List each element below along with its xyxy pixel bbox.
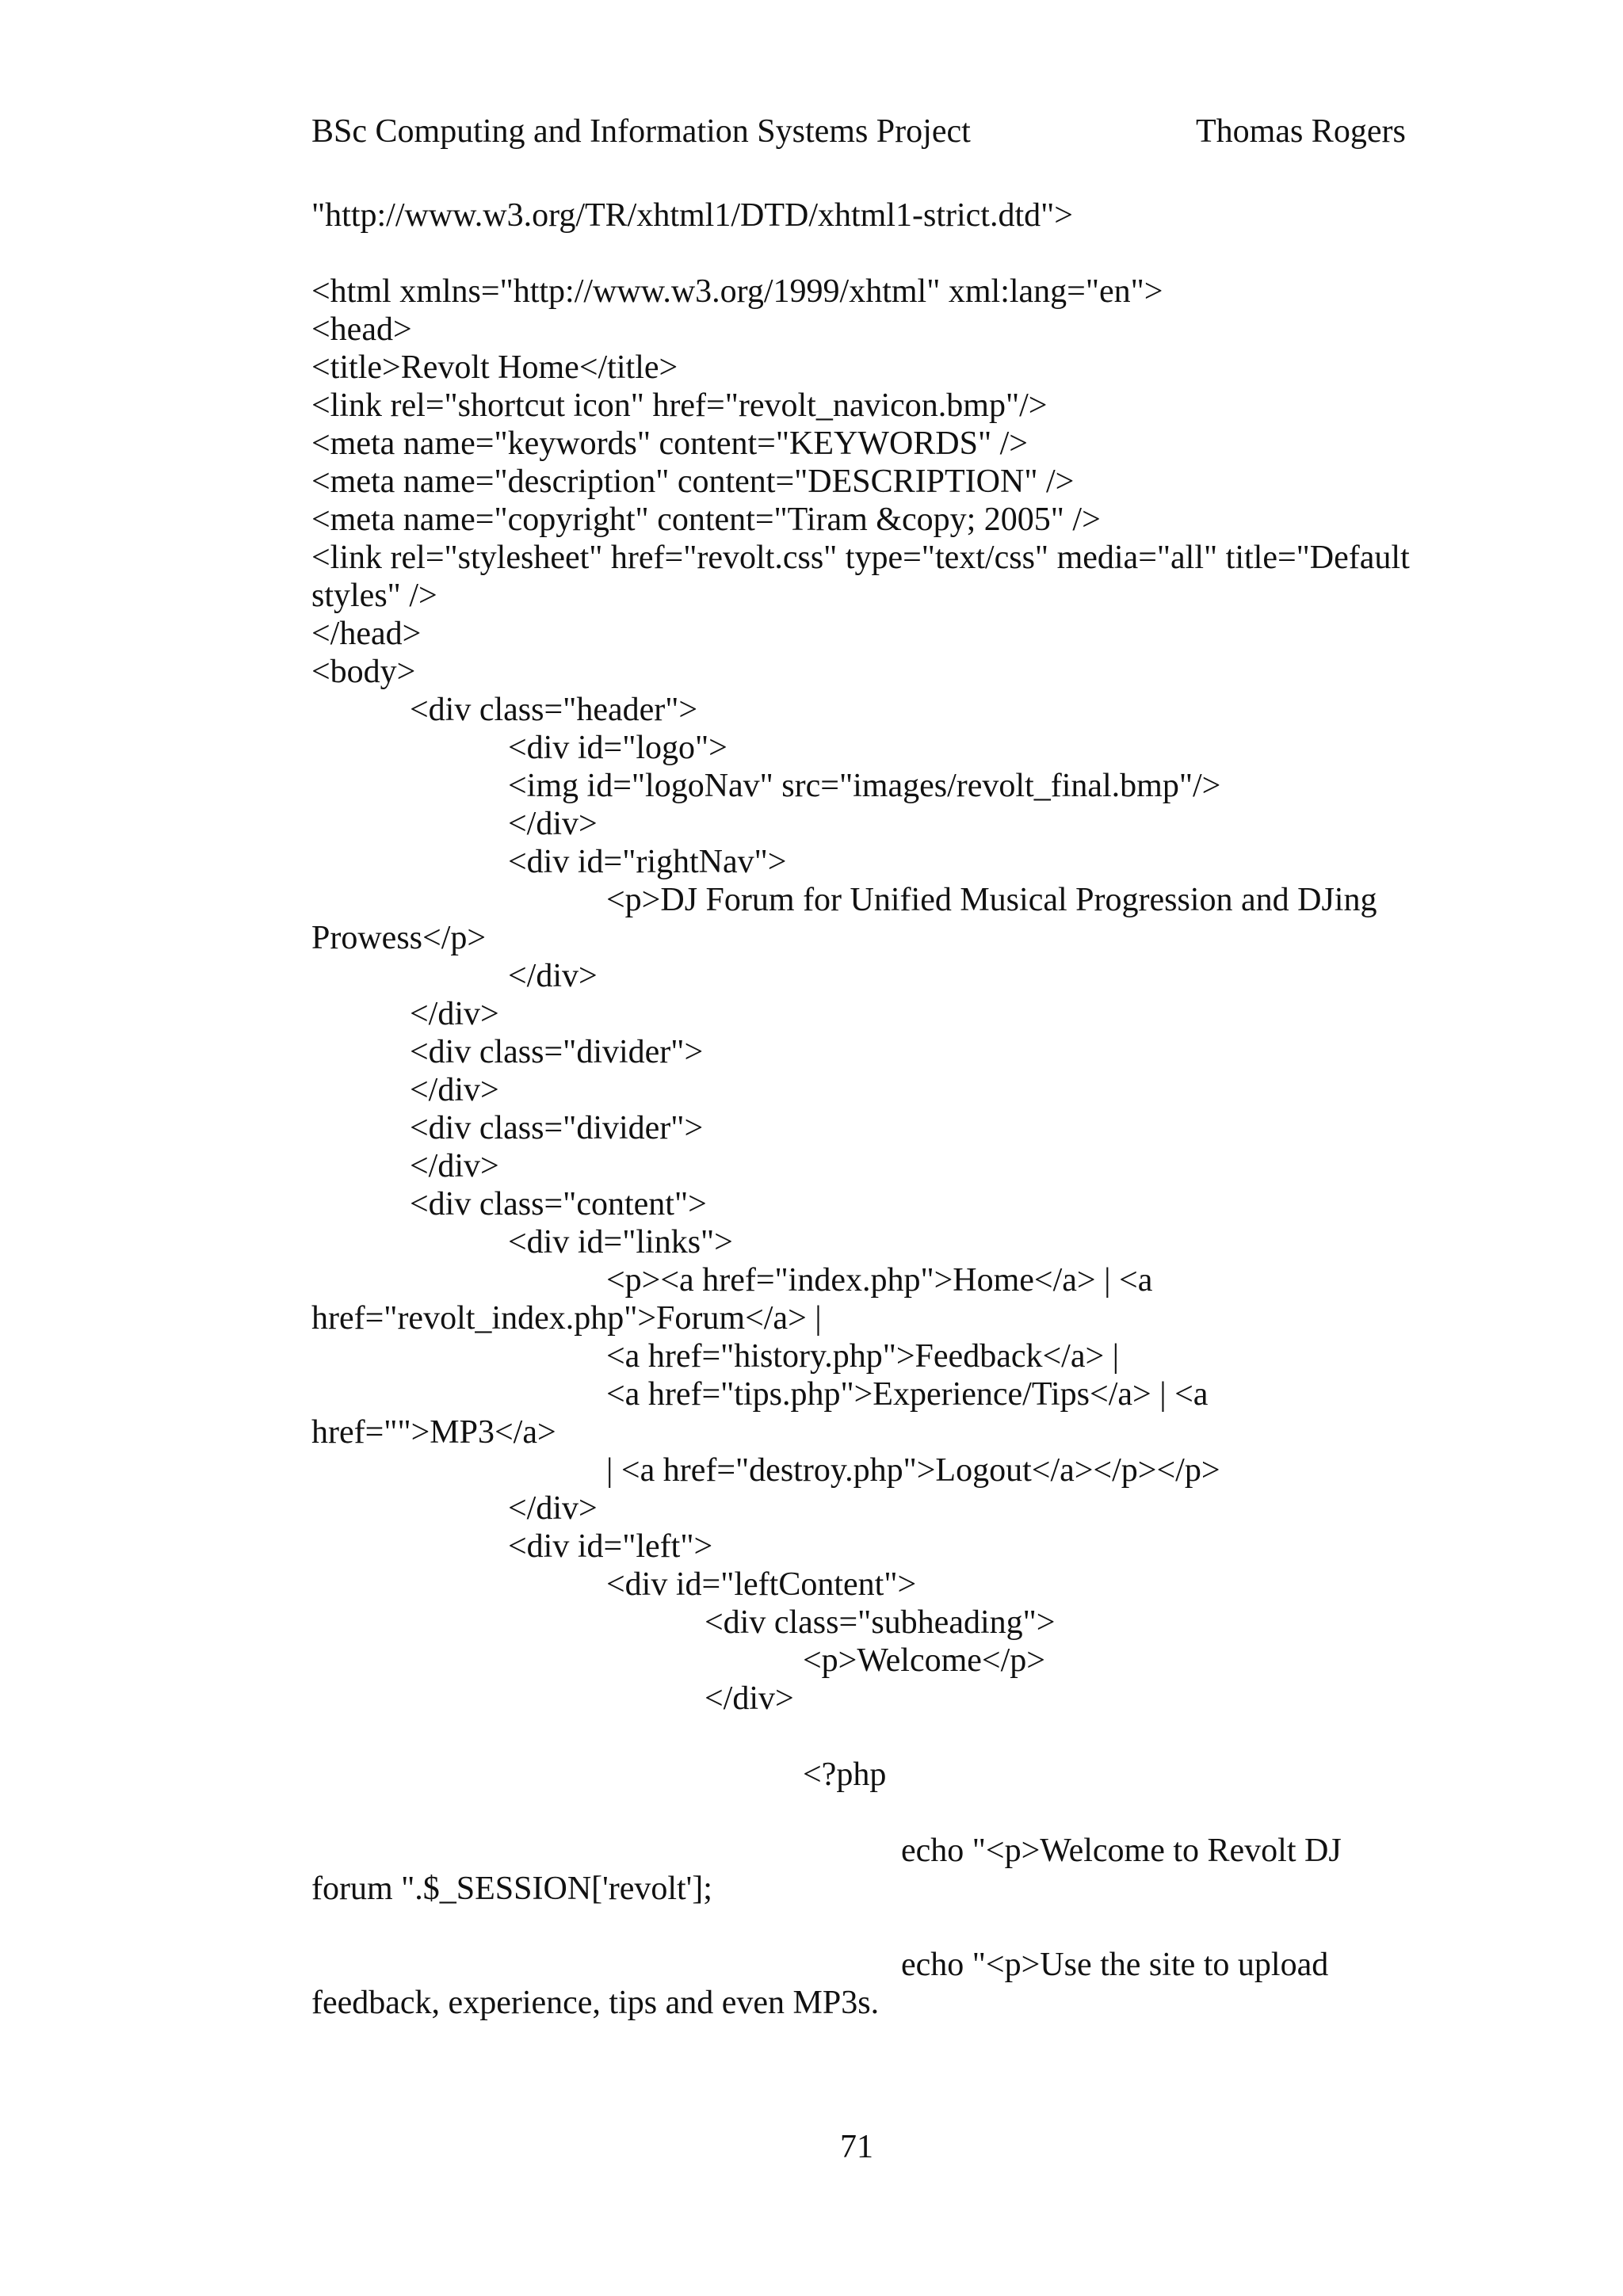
code-line: <div class="divider"> <box>410 1034 704 1070</box>
running-header-author: Thomas Rogers <box>1196 113 1406 150</box>
code-line: <html xmlns="http://www.w3.org/1999/xhtml" xml:lang="en"> <box>311 273 1163 310</box>
code-line: forum ".$_SESSION['revolt']; <box>311 1871 712 1907</box>
code-line: <link rel="stylesheet" href="revolt.css" type="text/css" media="all" title="Default <box>311 540 1410 576</box>
code-line: <link rel="shortcut icon" href="revolt_navicon.bmp"/> <box>311 387 1048 424</box>
code-line: styles" /> <box>311 578 437 614</box>
code-line: <head> <box>311 311 412 348</box>
code-line: echo "<p>Use the site to upload <box>901 1947 1329 1983</box>
code-line: <div id="leftContent"> <box>606 1566 917 1603</box>
code-line: "http://www.w3.org/TR/xhtml1/DTD/xhtml1-strict.dtd"> <box>311 197 1073 234</box>
code-line: <img id="logoNav" src="images/revolt_final.bmp"/> <box>508 768 1221 804</box>
code-line: <div class="content"> <box>410 1186 707 1222</box>
code-line: </div> <box>508 1490 598 1527</box>
code-line: <meta name="copyright" content="Tiram &copy; 2005" /> <box>311 502 1101 538</box>
code-line: <div id="logo"> <box>508 730 727 766</box>
code-line: </div> <box>410 1072 499 1108</box>
code-line: <a href="history.php">Feedback</a> | <box>606 1338 1120 1375</box>
code-line: <div class="header"> <box>410 692 698 728</box>
code-line: <div class="divider"> <box>410 1110 704 1146</box>
code-line: <p>Welcome</p> <box>803 1642 1045 1679</box>
code-line: <?php <box>803 1756 887 1793</box>
code-line: href="">MP3</a> <box>311 1414 556 1451</box>
code-line: <div class="subheading"> <box>705 1604 1056 1641</box>
code-line: feedback, experience, tips and even MP3s. <box>311 1985 880 2021</box>
page-number: 71 <box>840 2129 873 2165</box>
code-line: <meta name="keywords" content="KEYWORDS" /> <box>311 425 1028 462</box>
code-line: </div> <box>410 1148 499 1184</box>
code-line: <p><a href="index.php">Home</a> | <a <box>606 1262 1153 1299</box>
code-line: <div id="rightNav"> <box>508 844 787 880</box>
code-line: <p>DJ Forum for Unified Musical Progression and DJing <box>606 882 1377 918</box>
code-line: <div id="left"> <box>508 1528 713 1565</box>
code-line: <meta name="description" content="DESCRIPTION" /> <box>311 463 1075 500</box>
code-line: </div> <box>705 1680 794 1717</box>
code-line: <a href="tips.php">Experience/Tips</a> | <a <box>606 1376 1209 1413</box>
code-line: href="revolt_index.php">Forum</a> | <box>311 1300 822 1337</box>
code-line: | <a href="destroy.php">Logout</a></p></p> <box>606 1452 1220 1489</box>
code-line: Prowess</p> <box>311 920 487 956</box>
code-line: </div> <box>508 806 598 842</box>
code-line: <body> <box>311 654 416 690</box>
running-header-title: BSc Computing and Information Systems Project <box>311 113 971 150</box>
code-line: echo "<p>Welcome to Revolt DJ <box>901 1833 1342 1869</box>
code-line: </div> <box>410 996 499 1032</box>
code-line: <title>Revolt Home</title> <box>311 349 678 386</box>
code-line: </head> <box>311 616 422 652</box>
code-line: </div> <box>508 958 598 994</box>
code-line: <div id="links"> <box>508 1224 733 1261</box>
